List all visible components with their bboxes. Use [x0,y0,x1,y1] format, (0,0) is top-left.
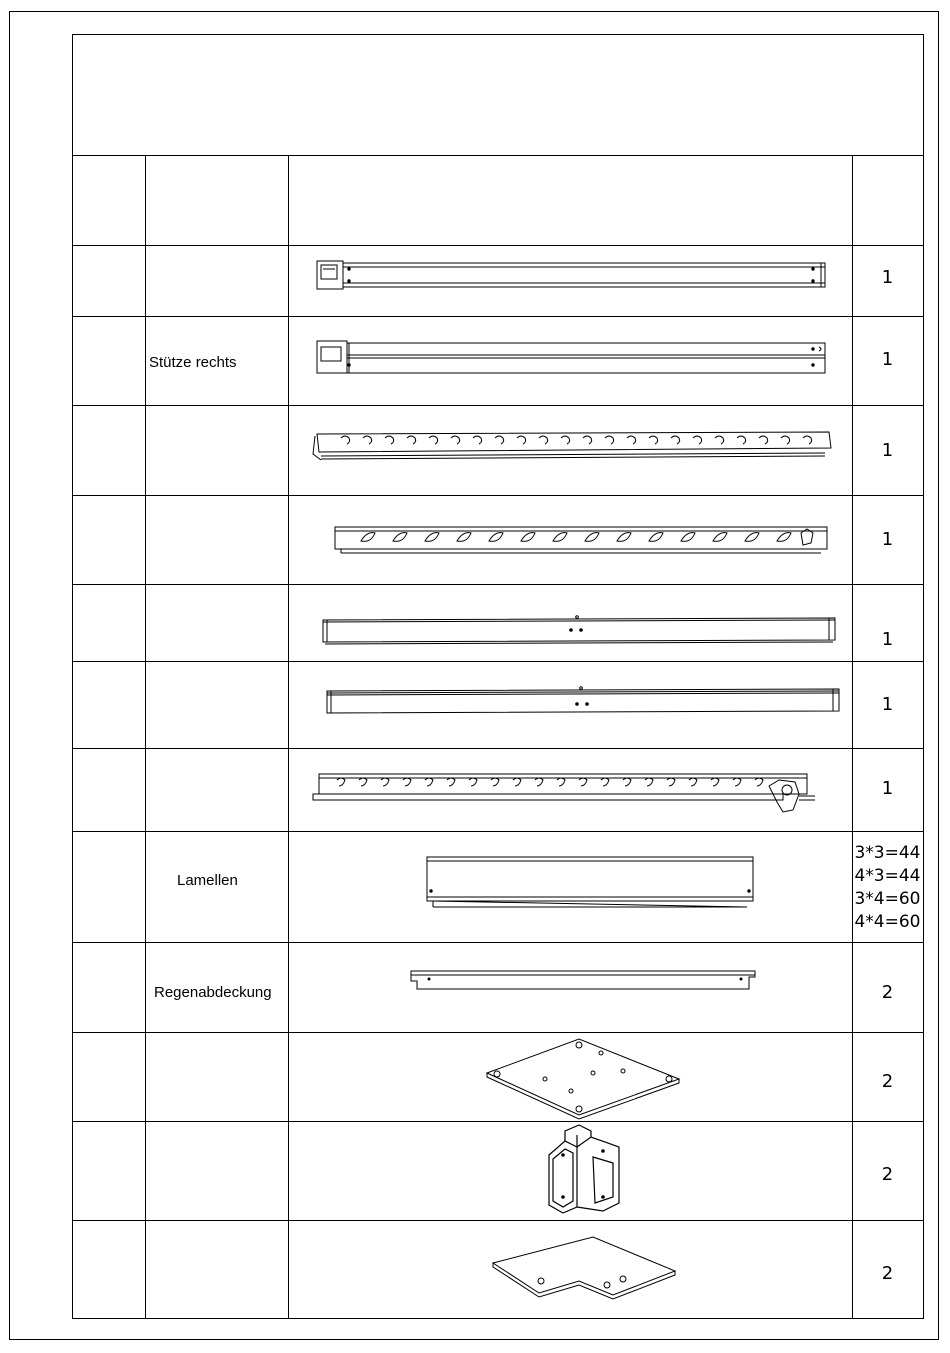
row-divider [73,942,923,943]
row-divider [73,1032,923,1033]
part-quantity: 2 [881,1164,894,1185]
part-quantity: 1 [881,440,894,461]
louvre-blade-drawing [423,853,763,913]
part-name: Stütze rechts [149,354,237,371]
part-quantity: 1 [881,629,894,650]
row-divider [73,584,923,585]
row-divider [73,1220,923,1221]
part-quantity: 2 [881,982,894,1003]
drive-beam-drawing [309,768,839,818]
quantity-line: 4*3=44 [854,866,921,886]
part-quantity: 2 [881,1263,894,1284]
base-plate-drawing [483,1035,683,1121]
part-quantity: 1 [881,529,894,550]
row-divider [73,495,923,496]
row-divider [73,661,923,662]
corner-bracket-drawing [543,1125,625,1217]
rain-cover-drawing [407,967,761,995]
support-left-drawing [313,259,833,293]
row-divider [73,831,923,832]
part-quantity: 2 [881,1071,894,1092]
column-divider-1 [145,156,146,1318]
row-divider [73,1121,923,1122]
quantity-line: 3*4=60 [854,889,921,909]
part-quantity: 1 [881,694,894,715]
row-divider [73,316,923,317]
support-right-drawing [313,337,833,377]
part-quantity-formula [852,842,923,934]
column-divider-3 [852,156,853,1318]
quantity-line: 4*4=60 [854,912,921,932]
part-quantity: 1 [881,267,894,288]
front-beam-drawing [319,614,839,650]
row-divider [73,405,923,406]
row-divider [73,748,923,749]
row-divider [73,245,923,246]
louvre-beam-left-drawing [311,426,837,468]
louvre-beam-right-drawing [331,523,831,559]
parts-list-sheet [72,34,924,1319]
part-quantity: 1 [881,349,894,370]
part-name: Regenabdeckung [154,984,272,1001]
part-name: Lamellen [177,872,238,889]
l-plate-drawing [489,1233,681,1301]
quantity-line: 3*3=44 [854,843,921,863]
rear-beam-drawing [323,685,843,721]
part-quantity: 1 [881,778,894,799]
header-band [73,35,923,156]
column-divider-2 [288,156,289,1318]
